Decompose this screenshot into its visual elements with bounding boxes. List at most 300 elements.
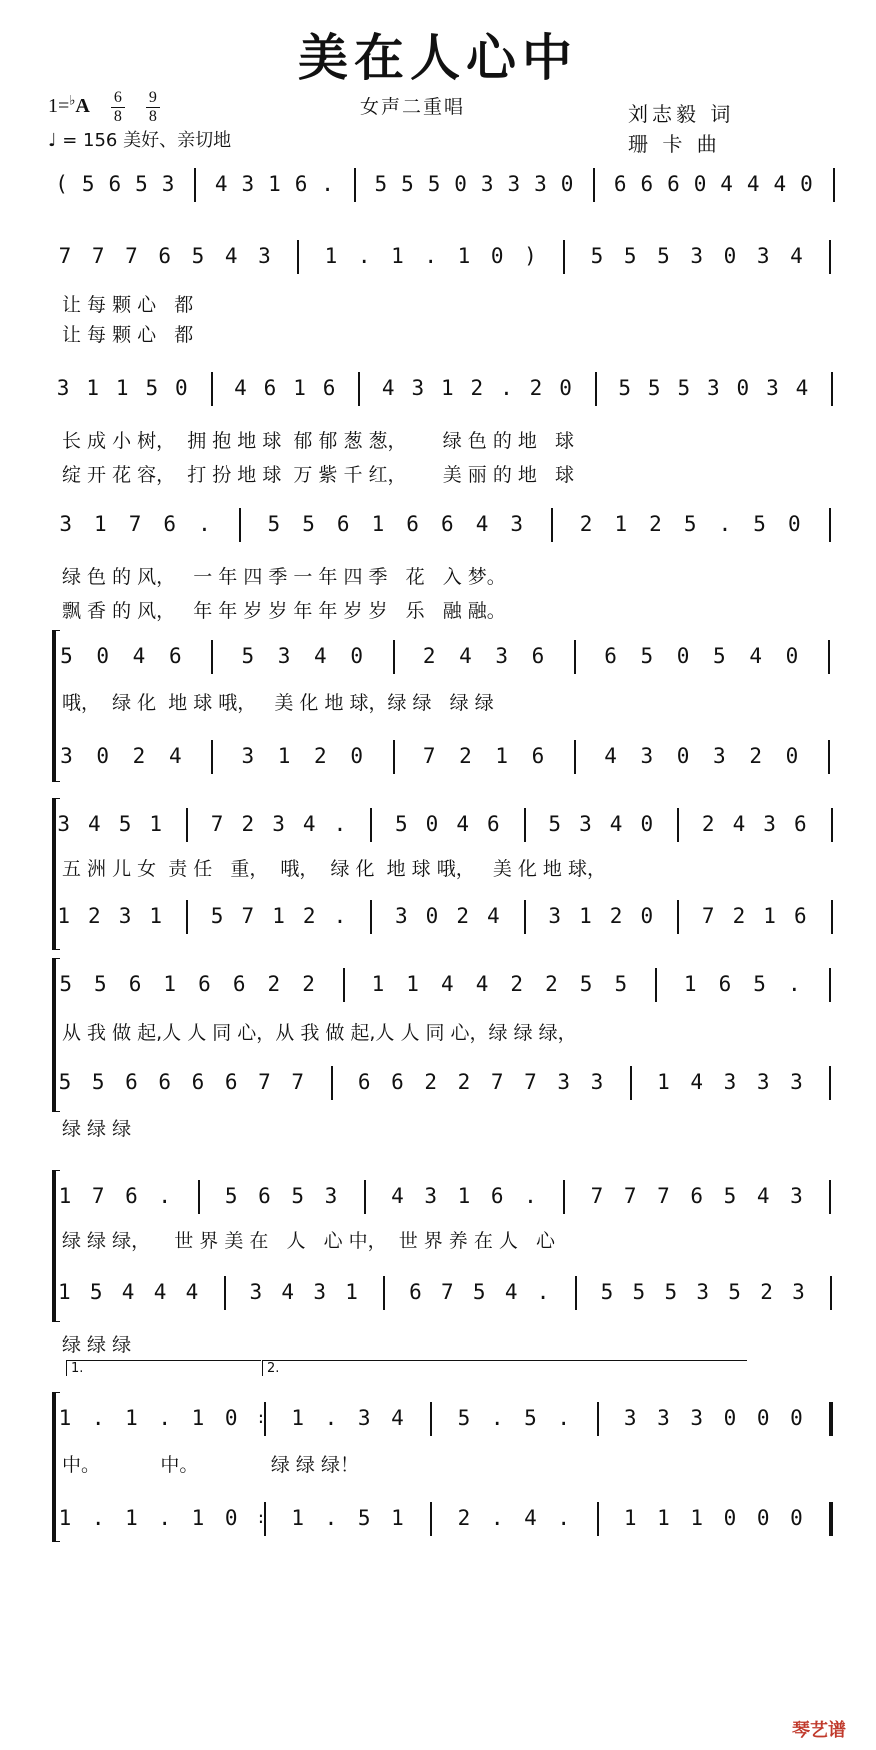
key-flat: ♭ [69, 92, 76, 108]
lyric-line: 哦， 绿 化 地 球 哦， 美 化 地 球，绿 绿 绿 绿 [62, 692, 494, 714]
note: 3 [756, 244, 770, 268]
note: 5 [357, 1506, 371, 1530]
barline [186, 900, 188, 934]
note: 5 [677, 376, 691, 400]
note: 6 [409, 1280, 422, 1304]
barline [829, 1502, 833, 1536]
note: 6 [718, 972, 732, 996]
note: 1 [58, 1184, 72, 1208]
note: 6 [258, 1184, 271, 1208]
note: 0 [800, 172, 813, 196]
note: 5 [374, 172, 388, 196]
barline [224, 1276, 226, 1310]
note: 4 [475, 512, 489, 536]
barline [358, 372, 360, 406]
lyric-line: 中。 中。 绿 绿 绿！ [62, 1454, 359, 1476]
note: 1 [457, 1184, 471, 1208]
note: 4 [381, 376, 395, 400]
note: 7 [422, 744, 436, 768]
note: 1 [657, 1070, 670, 1094]
note: 0 [785, 644, 799, 668]
barline [597, 1402, 599, 1436]
first-ending: 1. [66, 1360, 261, 1376]
note: 6 [125, 1070, 138, 1094]
lyric-line: 从 我 做 起,人 人 同 心，从 我 做 起,人 人 同 心，绿 绿 绿， [62, 1022, 577, 1044]
meter-1-top: 6 [113, 89, 122, 106]
note: 6 [322, 376, 336, 400]
note: 2 [457, 1070, 471, 1094]
note: 5 [723, 1184, 737, 1208]
meter-2 [146, 90, 160, 125]
note: 5 [623, 244, 637, 268]
note: 7 [524, 1070, 537, 1094]
note: 4 [234, 376, 247, 400]
note: . [333, 812, 347, 836]
note: 1 [324, 244, 338, 268]
note: 1 [690, 1506, 704, 1530]
note: 3 [690, 244, 704, 268]
note: 4 [459, 644, 472, 668]
note: 5 [145, 376, 159, 400]
note: 4 [749, 644, 762, 668]
note: 4 [795, 376, 809, 400]
note: 0 [676, 644, 690, 668]
note: 1 [441, 376, 454, 400]
note: 3 [723, 1070, 737, 1094]
note: 4 [746, 172, 760, 196]
note: 6 [613, 172, 627, 196]
note: 0 [96, 644, 110, 668]
note: 4 [690, 1070, 704, 1094]
note: 0 [224, 1506, 238, 1530]
note: 2 [88, 904, 101, 928]
note: 6 [163, 512, 177, 536]
note: 1 [57, 904, 70, 928]
note: 5 [394, 812, 408, 836]
note: 5 [241, 644, 255, 668]
barline [430, 1502, 432, 1536]
note: 6 [690, 1184, 704, 1208]
note: 5 [664, 1280, 678, 1304]
note: 2 [302, 904, 316, 928]
note: 2 [649, 512, 662, 536]
barline [343, 968, 345, 1002]
barline [593, 168, 595, 202]
note: 2 [459, 744, 472, 768]
note: 2 [302, 972, 315, 996]
note: . [536, 1280, 550, 1304]
note: 3 [696, 1280, 710, 1304]
note: 0 [96, 744, 110, 768]
note: . [158, 1184, 172, 1208]
note: 1 [191, 1406, 205, 1430]
note: 2 [132, 744, 146, 768]
key-note: A [75, 95, 90, 118]
note: . [787, 972, 801, 996]
note: 1 [371, 512, 385, 536]
note: 3 [790, 1184, 803, 1208]
note: 0 [676, 744, 690, 768]
note: 6 [191, 1070, 205, 1094]
note: 5 [728, 1280, 741, 1304]
note: 4 [302, 812, 316, 836]
note: 4 [132, 644, 146, 668]
note: 5 [472, 1280, 486, 1304]
barline [383, 1276, 385, 1310]
note: 3 [790, 1070, 803, 1094]
note: 6 [232, 972, 246, 996]
note: 7 [701, 904, 715, 928]
note: 1 [58, 1406, 72, 1430]
note: 0 [560, 172, 574, 196]
system-bracket [52, 1392, 60, 1542]
note: 3 [548, 904, 562, 928]
key-prefix: 1= [48, 95, 70, 118]
note: 5 [135, 172, 148, 196]
note: 1 [763, 904, 776, 928]
barline [828, 740, 830, 774]
note: 6 [336, 512, 350, 536]
note: 1 [391, 244, 404, 268]
note: 0 [425, 812, 439, 836]
note: 6 [224, 1070, 238, 1094]
barline [831, 900, 833, 934]
note: 5 [640, 644, 654, 668]
note: 1 [115, 376, 129, 400]
note: 1 [391, 1506, 404, 1530]
note: 2 [701, 812, 715, 836]
note: 5 [524, 1406, 537, 1430]
barline [393, 640, 395, 674]
note: 7 [241, 904, 255, 928]
second-ending: 2. [262, 1360, 747, 1376]
note: 4 [475, 972, 489, 996]
note: 5 [753, 972, 766, 996]
note: 1 [149, 812, 163, 836]
note: 0 [785, 744, 799, 768]
note: 5 [58, 1070, 72, 1094]
system-bracket [52, 1170, 60, 1322]
lyric-line: 绿 绿 绿 [62, 1118, 132, 1140]
note: 3 [766, 376, 779, 400]
note: 0 [723, 1506, 737, 1530]
note: 6 [487, 812, 500, 836]
lyric-line: 五 洲 儿 女 责 任 重， 哦， 绿 化 地 球 哦， 美 化 地 球， [62, 858, 606, 880]
meter-2-bottom: 8 [148, 108, 157, 125]
barline [354, 168, 356, 202]
note: . [357, 244, 371, 268]
note: 1 [94, 512, 107, 536]
note: . [158, 1506, 172, 1530]
note: 1 [163, 972, 177, 996]
barline [575, 1276, 577, 1310]
note: 5 [600, 1280, 614, 1304]
note: 6 [490, 1184, 504, 1208]
barline [829, 1402, 833, 1436]
note: 1 [125, 1506, 138, 1530]
note: 5 [427, 172, 441, 196]
note: 4 [456, 812, 469, 836]
note: 7 [91, 1184, 105, 1208]
note: 5 [89, 1280, 103, 1304]
note: ) [524, 244, 537, 268]
note: 5 [94, 972, 107, 996]
note: 3 [590, 1070, 604, 1094]
note: 1 [457, 244, 471, 268]
repeat-sign: : [256, 1408, 266, 1427]
note: 0 [723, 244, 737, 268]
note: 3 [411, 376, 425, 400]
tempo-marking: ♩ = 156 美好、亲切地 [48, 130, 232, 151]
lyric-line: 让 每 颗 心 都 [62, 294, 194, 316]
note: 0 [559, 376, 572, 400]
note: 3 [57, 812, 70, 836]
note: 4 [121, 1280, 135, 1304]
note: 1 [291, 1506, 305, 1530]
note: 4 [487, 904, 500, 928]
note: 2 [470, 376, 484, 400]
barline [364, 1180, 366, 1214]
lyricist-credit: 刘志毅 词 [628, 102, 735, 126]
note: 0 [350, 644, 363, 668]
note: 4 [391, 1406, 404, 1430]
note: 4 [168, 744, 182, 768]
note: 1 [495, 744, 509, 768]
note: 3 [241, 744, 255, 768]
barline [194, 168, 196, 202]
note: 1 [57, 1280, 71, 1304]
note: 5 [548, 812, 562, 836]
barline [551, 508, 553, 542]
system-bracket [52, 798, 60, 950]
lyric-line: 绽 开 花 容， 打 扮 地 球 万 紫 千 红， 美 丽 的 地 球 [62, 464, 574, 486]
note: 5 [618, 376, 631, 400]
note: 4 [391, 1184, 404, 1208]
note: 3 [792, 1280, 805, 1304]
note: 0 [425, 904, 439, 928]
note: 1 [272, 904, 285, 928]
note: 5 [291, 1184, 305, 1208]
barline [524, 808, 526, 842]
meter-2-top: 9 [148, 89, 157, 106]
note: . [158, 1406, 172, 1430]
note: 4 [314, 644, 327, 668]
note: 2 [241, 812, 255, 836]
barline [574, 640, 576, 674]
note: 7 [490, 1070, 504, 1094]
note: 3 [534, 172, 547, 196]
note: 0 [490, 244, 504, 268]
barline [829, 240, 831, 274]
watermark-logo: 琴艺谱 [792, 1720, 846, 1741]
key-signature [48, 90, 160, 125]
note: 5 [302, 512, 315, 536]
note: 7 [623, 1184, 637, 1208]
note: 4 [214, 172, 228, 196]
barline [831, 808, 833, 842]
note: 6 [198, 972, 211, 996]
note: 3 [277, 644, 291, 668]
note: . [718, 512, 732, 536]
note: 0 [454, 172, 467, 196]
note: 0 [350, 744, 363, 768]
note: 5 [191, 244, 205, 268]
barline [239, 508, 241, 542]
note: 5 [614, 972, 628, 996]
note: 5 [590, 244, 604, 268]
note: 4 [604, 744, 617, 768]
note: 6 [406, 512, 419, 536]
note: 5 [267, 512, 281, 536]
barline [331, 1066, 333, 1100]
note: 3 [357, 1406, 371, 1430]
barline [830, 1276, 832, 1310]
note: 7 [125, 244, 138, 268]
note: 0 [640, 812, 654, 836]
note: 7 [58, 244, 72, 268]
barline [595, 372, 597, 406]
note: 0 [693, 172, 707, 196]
note: . [333, 904, 347, 928]
barline [829, 968, 831, 1002]
note: 1 [86, 376, 99, 400]
note: 5 [401, 172, 414, 196]
barline [677, 900, 679, 934]
barline [563, 1180, 565, 1214]
repeat-sign: : [256, 1508, 266, 1527]
note: 2 [579, 512, 593, 536]
note: 6 [640, 172, 654, 196]
note: 6 [604, 644, 617, 668]
note: 5 [59, 972, 72, 996]
note: . [324, 1506, 338, 1530]
barline [831, 372, 833, 406]
lyric-line: 绿 绿 绿， 世 界 美 在 人 心 中， 世 界 养 在 人 心 [62, 1230, 555, 1252]
note: 1 [293, 376, 306, 400]
note: 6 [108, 172, 122, 196]
note: 0 [756, 1406, 770, 1430]
note: 6 [531, 644, 545, 668]
barline [186, 808, 188, 842]
barline [829, 1180, 831, 1214]
note: 1 [579, 904, 592, 928]
barline [211, 372, 213, 406]
note: 6 [441, 512, 454, 536]
note: 3 [763, 812, 776, 836]
note: 0 [175, 376, 188, 400]
note: 4 [441, 972, 454, 996]
barline [677, 808, 679, 842]
lyric-line: 飘 香 的 风， 年 年 岁 岁 年 年 岁 岁 乐 融 融。 [62, 600, 506, 622]
note: . [490, 1506, 504, 1530]
note: . [424, 244, 438, 268]
barline [370, 808, 372, 842]
note: 7 [441, 1280, 454, 1304]
performance-type: 女声二重唱 [360, 96, 466, 118]
note: 3 [272, 812, 285, 836]
note: 5 [118, 812, 132, 836]
note: 5 [683, 512, 697, 536]
note: 3 [640, 744, 654, 768]
barline [563, 240, 565, 274]
note: 3 [707, 376, 720, 400]
note: . [557, 1506, 571, 1530]
barline [574, 740, 576, 774]
note: . [321, 172, 334, 196]
barline [198, 1180, 200, 1214]
note: 3 [657, 1406, 670, 1430]
note: 5 [210, 904, 224, 928]
note: 3 [313, 1280, 326, 1304]
barline [211, 640, 213, 674]
lyric-line: 绿 色 的 风， 一 年 四 季 一 年 四 季 花 入 梦。 [62, 566, 506, 588]
note: 6 [263, 376, 277, 400]
note: 7 [590, 1184, 604, 1208]
note: 0 [756, 1506, 770, 1530]
note: . [91, 1406, 105, 1430]
note: 2 [545, 972, 558, 996]
lyric-line: 绿 绿 绿 [62, 1334, 132, 1356]
note: 7 [657, 1184, 670, 1208]
barline [297, 240, 299, 274]
note: 7 [258, 1070, 271, 1094]
note: 3 [557, 1070, 571, 1094]
system-bracket [52, 958, 60, 1112]
note: 4 [88, 812, 101, 836]
system-bracket [52, 630, 60, 782]
barline [430, 1402, 432, 1436]
note: 3 [324, 1184, 338, 1208]
note: 4 [224, 244, 238, 268]
note: 4 [281, 1280, 295, 1304]
barline [393, 740, 395, 774]
note: 2 [424, 1070, 438, 1094]
note: 3 [249, 1280, 263, 1304]
note: 1 [345, 1280, 358, 1304]
note: . [557, 1406, 571, 1430]
note: 3 [756, 1070, 770, 1094]
note: 1 [683, 972, 697, 996]
barline [829, 508, 831, 542]
note: 1 [58, 1506, 72, 1530]
barline [630, 1066, 632, 1100]
note: 6 [357, 1070, 371, 1094]
note: 4 [524, 1506, 537, 1530]
note: 5 [224, 1184, 238, 1208]
note: . [490, 1406, 504, 1430]
note: 5 [60, 644, 73, 668]
note: . [91, 1506, 105, 1530]
lyric-line: 长 成 小 树， 拥 抱 地 球 郁 郁 葱 葱， 绿 色 的 地 球 [62, 430, 574, 452]
note: 1 [277, 744, 291, 768]
note: 5 [713, 644, 726, 668]
meter-1 [111, 90, 125, 125]
note: 0 [640, 904, 654, 928]
note: 4 [504, 1280, 518, 1304]
note: 6 [667, 172, 680, 196]
barline [211, 740, 213, 774]
note: 4 [790, 244, 803, 268]
note: 3 [56, 376, 70, 400]
note: 0 [787, 512, 801, 536]
note: 5 [457, 1406, 471, 1430]
note: 0 [723, 1406, 737, 1430]
note: 1 [623, 1506, 637, 1530]
note: 0 [790, 1506, 803, 1530]
note: 3 [480, 172, 494, 196]
note: 3 [424, 1184, 438, 1208]
note: 4 [773, 172, 787, 196]
